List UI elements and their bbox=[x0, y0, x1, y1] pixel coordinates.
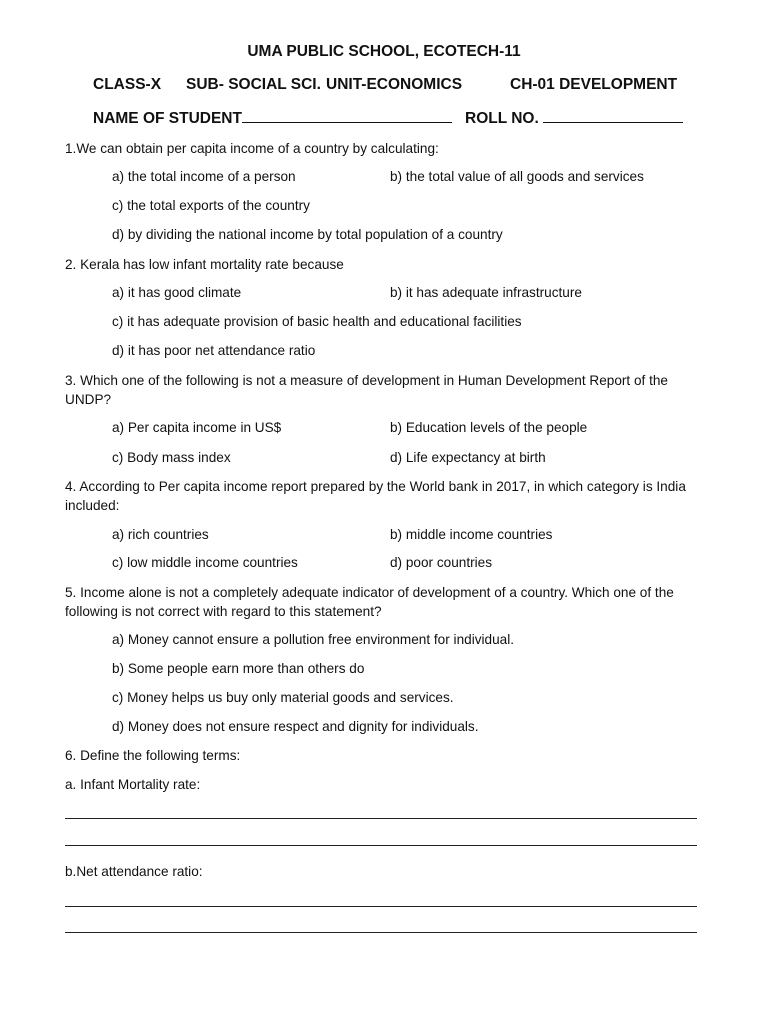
roll-no-label: ROLL NO. bbox=[465, 110, 539, 127]
q1-option-a: a) the total income of a person bbox=[112, 169, 296, 184]
q3-option-b: b) Education levels of the people bbox=[390, 420, 588, 435]
question-6: 6. Define the following terms: bbox=[65, 748, 241, 763]
answer-line[interactable] bbox=[65, 906, 697, 907]
q2-option-a: a) it has good climate bbox=[112, 285, 242, 300]
q3-option-d: d) Life expectancy at birth bbox=[390, 450, 546, 465]
q5-option-a: a) Money cannot ensure a pollution free environment for individual. bbox=[112, 632, 515, 647]
question-5: 5. Income alone is not a completely adequate indicator of development of a country. Which one of the following is not correct with regard to this statement? bbox=[65, 585, 674, 619]
class-label: CLASS-X bbox=[93, 76, 162, 93]
subject-label: SUB- SOCIAL SCI. bbox=[186, 76, 321, 93]
chapter-label: CH-01 DEVELOPMENT bbox=[510, 76, 678, 93]
q1-option-c: c) the total exports of the country bbox=[112, 198, 310, 213]
q4-option-a: a) rich countries bbox=[112, 527, 209, 542]
q3-option-c: c) Body mass index bbox=[112, 450, 231, 465]
q5-option-b: b) Some people earn more than others do bbox=[112, 661, 365, 676]
answer-line[interactable] bbox=[65, 932, 697, 933]
answer-line[interactable] bbox=[65, 845, 697, 846]
student-name-blank[interactable] bbox=[242, 108, 452, 123]
q2-option-b: b) it has adequate infrastructure bbox=[390, 285, 582, 300]
answer-line[interactable] bbox=[65, 818, 697, 819]
student-name-label: NAME OF STUDENT bbox=[93, 110, 242, 127]
q6-term-b: b.Net attendance ratio: bbox=[65, 864, 203, 879]
question-4: 4. According to Per capita income report prepared by the World bank in 2017, in which category is India included: bbox=[65, 479, 686, 513]
question-2: 2. Kerala has low infant mortality rate because bbox=[65, 257, 344, 272]
q5-option-c: c) Money helps us buy only material goods and services. bbox=[112, 690, 454, 705]
roll-no-blank[interactable] bbox=[543, 108, 683, 123]
student-name-row bbox=[93, 108, 452, 128]
school-title: UMA PUBLIC SCHOOL, ECOTECH-11 bbox=[247, 43, 521, 60]
q2-option-c: c) it has adequate provision of basic health and educational facilities bbox=[112, 314, 522, 329]
q4-option-b: b) middle income countries bbox=[390, 527, 553, 542]
q3-option-a: a) Per capita income in US$ bbox=[112, 420, 282, 435]
q2-option-d: d) it has poor net attendance ratio bbox=[112, 343, 316, 358]
roll-no-row bbox=[465, 108, 683, 128]
q1-option-d: d) by dividing the national income by total population of a country bbox=[112, 227, 503, 242]
q5-option-d: d) Money does not ensure respect and dignity for individuals. bbox=[112, 719, 479, 734]
q6-term-a: a. Infant Mortality rate: bbox=[65, 777, 201, 792]
unit-label: UNIT-ECONOMICS bbox=[326, 76, 463, 93]
question-1: 1.We can obtain per capita income of a country by calculating: bbox=[65, 141, 439, 156]
q4-option-d: d) poor countries bbox=[390, 555, 493, 570]
q1-option-b: b) the total value of all goods and services bbox=[390, 169, 644, 184]
q4-option-c: c) low middle income countries bbox=[112, 555, 298, 570]
question-3: 3. Which one of the following is not a measure of development in Human Development Report of the UNDP? bbox=[65, 373, 668, 407]
